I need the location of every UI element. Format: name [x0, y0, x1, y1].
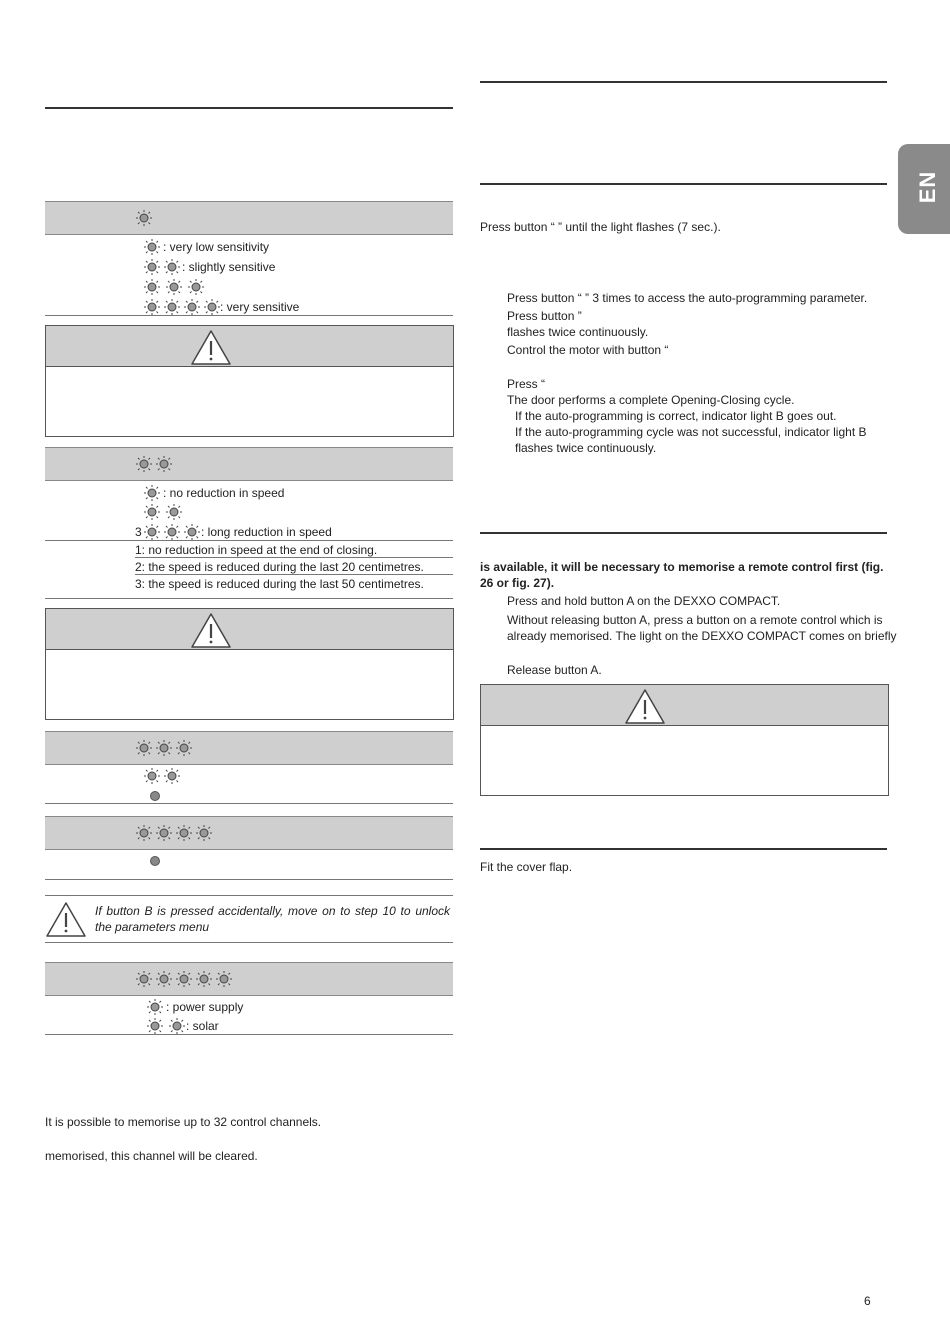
- row-rule: [45, 803, 453, 804]
- power-option-2: : solar: [186, 1019, 219, 1033]
- led-off-icon: [150, 791, 160, 801]
- led-off-icon: [150, 856, 160, 866]
- sens-led-1: [143, 238, 163, 259]
- speed-option-1: : no reduction in speed: [163, 486, 285, 500]
- row-rule: [45, 598, 453, 599]
- sensitivity-header: [45, 201, 453, 235]
- row-rule: [135, 574, 453, 575]
- section-rule: [480, 532, 887, 534]
- warning-box: [480, 684, 889, 796]
- memo-step-3: Release button A.: [507, 663, 602, 677]
- speed-row-3: 3: the speed is reduced during the last 50 centimetres.: [135, 577, 424, 591]
- speed-row-2: 2: the speed is reduced during the last 20 centimetres.: [135, 560, 424, 574]
- auto-line-6: The door performs a complete Opening-Closing cycle.: [507, 393, 795, 407]
- speed-led-2: [143, 503, 187, 524]
- warning-icon: [189, 328, 233, 366]
- row-rule: [45, 315, 453, 316]
- memo-step-1: Press and hold button A on the DEXXO COMPACT.: [507, 594, 781, 608]
- power-led-1: [146, 998, 166, 1019]
- accidental-note: If button B is pressed accidentally, move on to step 10 to unlock the parameters menu: [95, 904, 450, 934]
- press-button-step: Press button “ ” until the light flashes (7 sec.).: [480, 220, 721, 234]
- speed-led-1: [143, 484, 163, 505]
- warning-box-header: [46, 326, 453, 367]
- language-tab: [898, 144, 950, 234]
- memo-bold-1: is available, it will be necessary to memorise a remote control first (fig.: [480, 560, 884, 574]
- warning-box: [45, 608, 454, 720]
- sens-option-3: : very sensitive: [220, 300, 300, 314]
- cover-flap-step: Fit the cover flap.: [480, 860, 573, 874]
- speed-header: [45, 447, 453, 481]
- sens-led-2: [143, 258, 183, 279]
- row-rule: [45, 942, 453, 943]
- sens-led-3: [143, 278, 207, 299]
- speed-prefix: 3: [135, 525, 142, 539]
- speed-option-2: : long reduction in speed: [201, 525, 332, 539]
- auto-line-5: Press “: [507, 377, 546, 391]
- page-number: 6: [864, 1294, 871, 1308]
- row-rule: [135, 557, 453, 558]
- warning-icon: [623, 687, 667, 725]
- auto-line-8: If the auto-programming cycle was not successful, indicator light B: [515, 425, 867, 439]
- auto-line-9: flashes twice continuously.: [515, 441, 657, 455]
- section-rule: [480, 183, 887, 185]
- power-option-1: : power supply: [166, 1000, 244, 1014]
- section-rule: [480, 81, 887, 83]
- led-flash-icon: [135, 824, 215, 842]
- memo-step-2a: Without releasing button A, press a button on a remote control which is: [507, 613, 883, 627]
- warning-box: [45, 325, 454, 437]
- param-header: [45, 816, 453, 850]
- row-rule: [45, 895, 453, 896]
- memorise-para-1: It is possible to memorise up to 32 control channels.: [45, 1115, 322, 1129]
- led-flash-icon: [135, 455, 175, 473]
- auto-line-7: If the auto-programming is correct, indicator light B goes out.: [515, 409, 837, 423]
- row-rule: [45, 879, 453, 880]
- led-flash-icon: [135, 209, 155, 227]
- led-flash-icon: [135, 739, 195, 757]
- memo-step-2b: already memorised. The light on the DEXXO COMPACT comes on briefly: [507, 629, 897, 643]
- warning-box-header: [481, 685, 888, 726]
- auto-line-4: Control the motor with button “: [507, 343, 669, 357]
- auto-line-2: Press button ”: [507, 309, 582, 323]
- param-header: [45, 731, 453, 765]
- power-header: [45, 962, 453, 996]
- memorise-para-2: memorised, this channel will be cleared.: [45, 1149, 258, 1163]
- auto-line-1: Press button “ ” 3 times to access the auto-programming parameter.: [507, 291, 868, 305]
- memo-bold-2: 26 or fig. 27).: [480, 576, 555, 590]
- param-led: [143, 767, 183, 788]
- warning-icon: [44, 900, 88, 938]
- sens-option-2: : slightly sensitive: [182, 260, 276, 274]
- auto-line-3: flashes twice continuously.: [507, 325, 649, 339]
- sens-option-1: : very low sensitivity: [163, 240, 270, 254]
- language-tab-label: EN: [915, 170, 940, 204]
- row-rule: [45, 1034, 453, 1035]
- warning-icon: [189, 611, 233, 649]
- row-rule: [45, 540, 453, 541]
- led-flash-icon: [135, 970, 255, 988]
- section-rule: [480, 848, 887, 850]
- warning-box-header: [46, 609, 453, 650]
- section-rule: [45, 107, 453, 109]
- speed-row-1: 1: no reduction in speed at the end of closing.: [135, 543, 378, 557]
